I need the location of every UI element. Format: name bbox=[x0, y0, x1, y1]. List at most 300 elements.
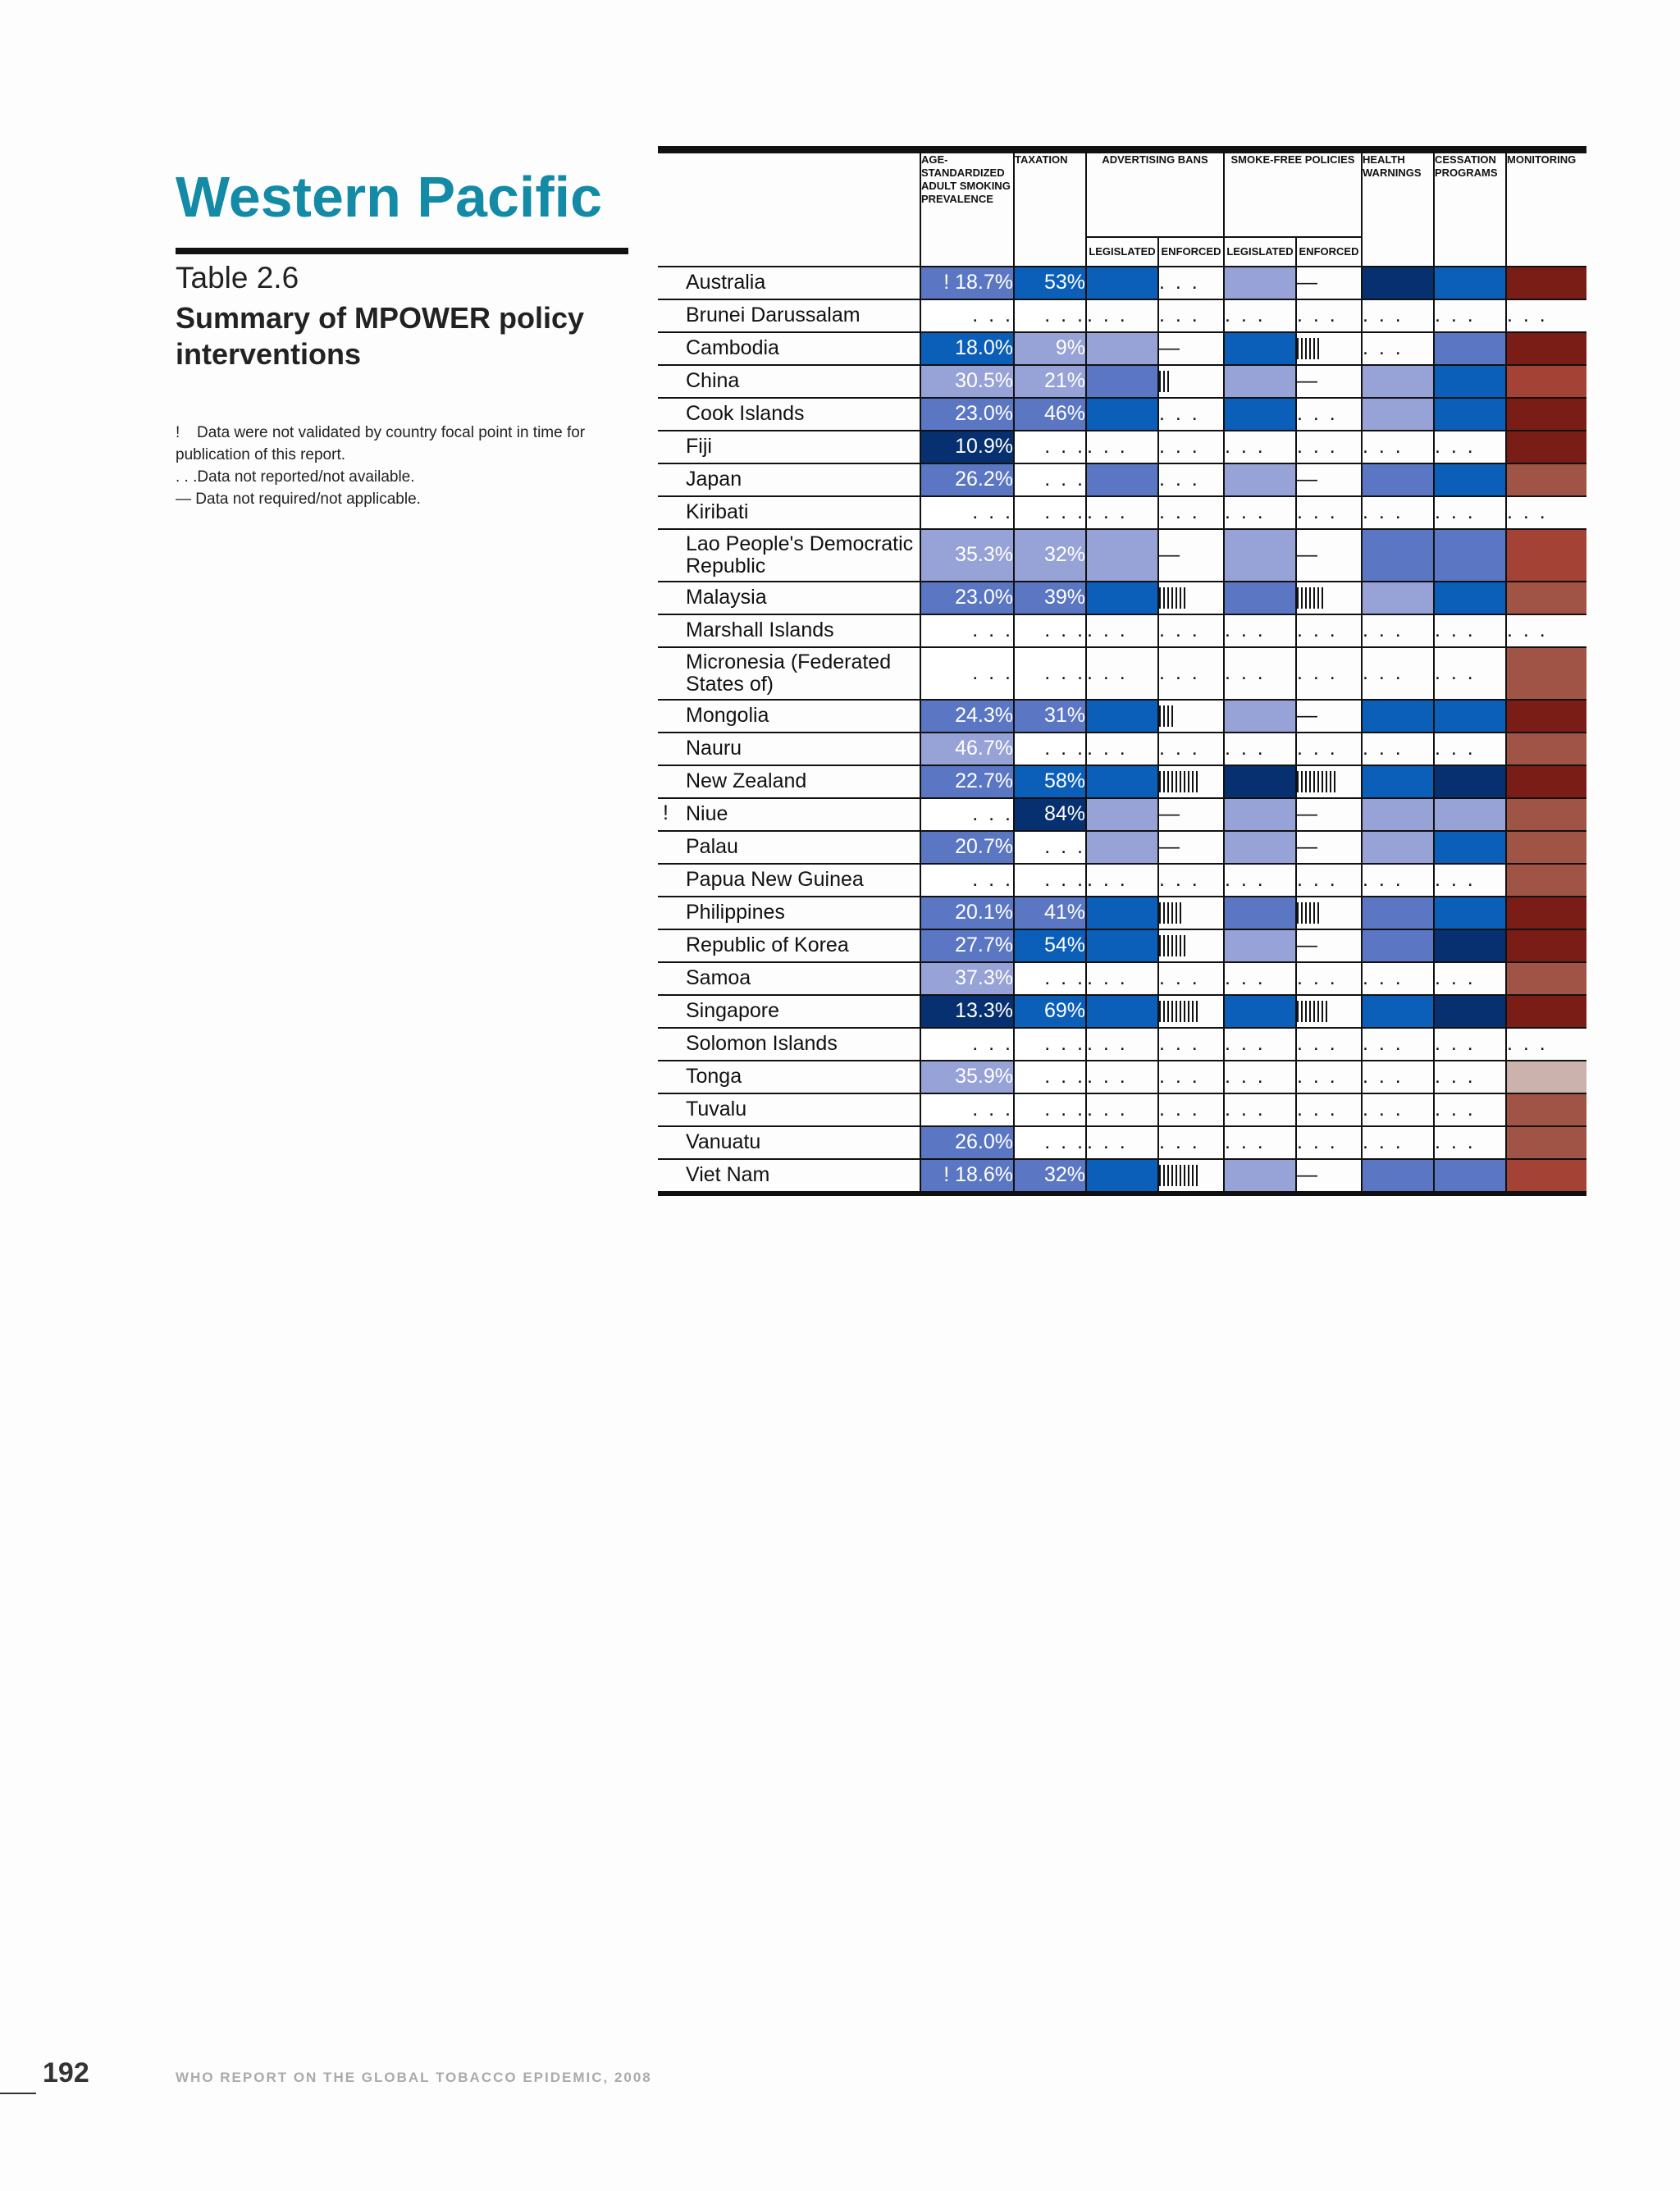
prevalence-value: 35.3% bbox=[955, 543, 1013, 566]
not-reported-mark: . . . bbox=[1435, 500, 1476, 523]
not-reported-mark: . . . bbox=[1435, 1098, 1476, 1121]
not-reported-mark: . . . bbox=[1044, 435, 1085, 458]
sf-legislated-cell bbox=[1224, 496, 1296, 529]
not-reported-mark: . . . bbox=[1435, 868, 1476, 891]
sf-legislated-cell bbox=[1224, 733, 1296, 765]
health-warnings-cell bbox=[1362, 1159, 1434, 1194]
table-row bbox=[658, 267, 1586, 299]
not-reported-mark: . . . bbox=[1225, 435, 1266, 458]
table-row bbox=[658, 962, 1586, 995]
title-rule bbox=[176, 248, 628, 254]
adv-legislated-cell bbox=[1086, 614, 1158, 647]
health-warnings-cell bbox=[1362, 299, 1434, 332]
taxation-cell bbox=[1014, 798, 1086, 831]
country-label: Nauru bbox=[686, 737, 742, 760]
prevalence-cell bbox=[920, 365, 1014, 398]
monitoring-cell bbox=[1506, 398, 1586, 431]
health-warnings-cell bbox=[1362, 1093, 1434, 1126]
adv-enforced-cell bbox=[1158, 929, 1224, 962]
header-taxation: TAXATION bbox=[1014, 150, 1086, 267]
adv-enforced-cell bbox=[1158, 798, 1224, 831]
prevalence-cell bbox=[920, 995, 1014, 1028]
health-warnings-cell bbox=[1362, 995, 1434, 1028]
sf-legislated-cell bbox=[1224, 1159, 1296, 1194]
sf-legislated-cell bbox=[1224, 1126, 1296, 1159]
adv-legislated-cell bbox=[1086, 267, 1158, 299]
enforcement-score-bars bbox=[1159, 705, 1176, 727]
sf-legislated-cell bbox=[1224, 897, 1296, 929]
taxation-cell bbox=[1014, 529, 1086, 582]
cessation-cell bbox=[1434, 897, 1506, 929]
prevalence-value: 23.0% bbox=[955, 402, 1013, 425]
health-warnings-cell bbox=[1362, 733, 1434, 765]
cessation-cell bbox=[1434, 647, 1506, 700]
cessation-cell bbox=[1434, 582, 1506, 614]
not-reported-mark: . . . bbox=[1435, 661, 1476, 684]
not-reported-mark: . . . bbox=[1159, 661, 1200, 684]
taxation-cell bbox=[1014, 582, 1086, 614]
unvalidated-flag: ! bbox=[663, 801, 669, 824]
table-row bbox=[658, 582, 1586, 614]
not-reported-mark: . . . bbox=[1159, 1065, 1200, 1088]
sf-legislated-cell bbox=[1224, 529, 1296, 582]
adv-enforced-cell bbox=[1158, 365, 1224, 398]
not-reported-mark: . . . bbox=[1044, 619, 1085, 641]
health-warnings-cell bbox=[1362, 765, 1434, 798]
cessation-cell bbox=[1434, 1028, 1506, 1061]
prevalence-value: 10.9% bbox=[955, 435, 1013, 458]
not-reported-mark: . . . bbox=[1044, 737, 1085, 760]
monitoring-cell bbox=[1506, 765, 1586, 798]
prevalence-cell bbox=[920, 431, 1014, 463]
cessation-cell bbox=[1434, 614, 1506, 647]
country-name bbox=[658, 1093, 920, 1126]
enforcement-score-bars bbox=[1297, 587, 1326, 609]
not-reported-mark: . . . bbox=[1087, 1032, 1128, 1055]
taxation-value: 58% bbox=[1043, 769, 1085, 792]
not-reported-mark: . . . bbox=[1087, 1098, 1128, 1121]
adv-enforced-cell bbox=[1158, 647, 1224, 700]
sf-legislated-cell bbox=[1224, 929, 1296, 962]
not-applicable-dash: — bbox=[1159, 543, 1180, 566]
note-not-required bbox=[176, 488, 635, 510]
header-prevalence: AGE-STANDARDIZED ADULT SMOKING PREVALENCE bbox=[920, 150, 1014, 267]
report-name: WHO REPORT ON THE GLOBAL TOBACCO EPIDEMIC, 2008 bbox=[176, 2070, 652, 2085]
taxation-cell bbox=[1014, 365, 1086, 398]
not-reported-mark: . . . bbox=[1044, 500, 1085, 523]
sf-legislated-cell bbox=[1224, 700, 1296, 733]
not-reported-mark: . . . bbox=[1044, 304, 1085, 326]
prevalence-value: 13.3% bbox=[955, 999, 1013, 1022]
monitoring-cell bbox=[1506, 431, 1586, 463]
taxation-value: 46% bbox=[1043, 402, 1085, 425]
header-health-warnings: HEALTH WARNINGS bbox=[1362, 150, 1434, 267]
prevalence-cell bbox=[920, 864, 1014, 897]
not-reported-mark: . . . bbox=[1225, 661, 1266, 684]
table-row bbox=[658, 647, 1586, 700]
not-reported-mark: . . . bbox=[1363, 435, 1404, 458]
table-body bbox=[658, 267, 1586, 1194]
monitoring-cell bbox=[1506, 582, 1586, 614]
sf-enforced-cell bbox=[1296, 1028, 1362, 1061]
not-reported-mark: . . . bbox=[1363, 661, 1404, 684]
prevalence-value: 26.0% bbox=[955, 1130, 1013, 1153]
not-reported-mark: . . . bbox=[1159, 304, 1200, 326]
enforcement-score-bars bbox=[1297, 338, 1322, 359]
sf-enforced-cell bbox=[1296, 831, 1362, 864]
cessation-cell bbox=[1434, 299, 1506, 332]
adv-legislated-cell bbox=[1086, 962, 1158, 995]
enforcement-score-bars bbox=[1159, 371, 1171, 392]
adv-legislated-cell bbox=[1086, 1126, 1158, 1159]
taxation-cell bbox=[1014, 267, 1086, 299]
not-applicable-dash: — bbox=[1297, 704, 1317, 727]
sf-enforced-cell bbox=[1296, 365, 1362, 398]
country-name bbox=[658, 582, 920, 614]
cessation-cell bbox=[1434, 1093, 1506, 1126]
not-reported-mark: . . . bbox=[972, 661, 1013, 684]
header-cessation: CESSATION PROGRAMS bbox=[1434, 150, 1506, 267]
cessation-cell bbox=[1434, 431, 1506, 463]
enforcement-score-bars bbox=[1159, 587, 1188, 609]
health-warnings-cell bbox=[1362, 529, 1434, 582]
country-name bbox=[658, 897, 920, 929]
country-label: New Zealand bbox=[686, 769, 807, 792]
taxation-cell bbox=[1014, 463, 1086, 496]
not-reported-mark: . . . bbox=[1044, 1065, 1085, 1088]
prevalence-value: 20.7% bbox=[955, 835, 1013, 858]
monitoring-cell bbox=[1506, 267, 1586, 299]
health-warnings-cell bbox=[1362, 431, 1434, 463]
enforcement-score-bars bbox=[1297, 1001, 1330, 1022]
adv-enforced-cell bbox=[1158, 1093, 1224, 1126]
adv-enforced-cell bbox=[1158, 1028, 1224, 1061]
not-reported-mark: . . . bbox=[1044, 868, 1085, 891]
health-warnings-cell bbox=[1362, 929, 1434, 962]
sf-enforced-cell bbox=[1296, 299, 1362, 332]
adv-enforced-cell bbox=[1158, 614, 1224, 647]
table-row bbox=[658, 398, 1586, 431]
adv-legislated-cell bbox=[1086, 529, 1158, 582]
sf-enforced-cell bbox=[1296, 929, 1362, 962]
not-reported-mark: . . . bbox=[1507, 1032, 1548, 1055]
sf-legislated-cell bbox=[1224, 267, 1296, 299]
taxation-cell bbox=[1014, 1093, 1086, 1126]
cessation-cell bbox=[1434, 831, 1506, 864]
monitoring-cell bbox=[1506, 897, 1586, 929]
prevalence-value: 46.7% bbox=[955, 737, 1013, 760]
prevalence-value: 27.7% bbox=[955, 933, 1013, 956]
adv-legislated-cell bbox=[1086, 1093, 1158, 1126]
not-reported-mark: . . . bbox=[1159, 1130, 1200, 1153]
adv-legislated-cell bbox=[1086, 647, 1158, 700]
not-applicable-dash: — bbox=[1159, 802, 1180, 825]
prevalence-cell bbox=[920, 1028, 1014, 1061]
not-reported-mark: . . . bbox=[1297, 1130, 1338, 1153]
not-reported-mark: . . . bbox=[972, 1098, 1013, 1121]
not-applicable-dash: — bbox=[1297, 468, 1317, 491]
country-label: Singapore bbox=[686, 999, 779, 1022]
not-reported-mark: . . . bbox=[1297, 435, 1338, 458]
not-reported-mark: . . . bbox=[1087, 619, 1128, 641]
note-symbol: — bbox=[176, 491, 191, 508]
sf-enforced-cell bbox=[1296, 1126, 1362, 1159]
adv-legislated-cell bbox=[1086, 765, 1158, 798]
country-name bbox=[658, 1126, 920, 1159]
not-reported-mark: . . . bbox=[1044, 1130, 1085, 1153]
enforcement-score-bars bbox=[1297, 771, 1338, 792]
monitoring-cell bbox=[1506, 647, 1586, 700]
adv-legislated-cell bbox=[1086, 1028, 1158, 1061]
cessation-cell bbox=[1434, 1159, 1506, 1194]
not-reported-mark: . . . bbox=[972, 304, 1013, 326]
prevalence-value: 37.3% bbox=[955, 966, 1013, 989]
table-title: Summary of MPOWER policy interventions bbox=[176, 301, 585, 371]
table-row bbox=[658, 897, 1586, 929]
not-reported-mark: . . . bbox=[1435, 1130, 1476, 1153]
not-reported-mark: . . . bbox=[1087, 966, 1128, 989]
header-advertising-bans: ADVERTISING BANS bbox=[1086, 150, 1224, 237]
prevalence-cell bbox=[920, 962, 1014, 995]
header-monitoring: MONITORING bbox=[1506, 150, 1586, 267]
country-label: Solomon Islands bbox=[686, 1032, 838, 1055]
sf-legislated-cell bbox=[1224, 995, 1296, 1028]
prevalence-value: 18.0% bbox=[955, 336, 1013, 359]
country-name bbox=[658, 463, 920, 496]
not-reported-mark: . . . bbox=[1225, 619, 1266, 641]
not-reported-mark: . . . bbox=[1044, 468, 1085, 491]
country-label: Australia bbox=[686, 271, 766, 294]
country-label: Republic of Korea bbox=[686, 933, 849, 956]
sf-enforced-cell bbox=[1296, 431, 1362, 463]
country-name bbox=[658, 831, 920, 864]
adv-legislated-cell bbox=[1086, 798, 1158, 831]
cessation-cell bbox=[1434, 365, 1506, 398]
not-applicable-dash: — bbox=[1297, 835, 1317, 858]
country-name bbox=[658, 1061, 920, 1093]
taxation-cell bbox=[1014, 614, 1086, 647]
not-reported-mark: . . . bbox=[1297, 737, 1338, 760]
not-reported-mark: . . . bbox=[1225, 1065, 1266, 1088]
health-warnings-cell bbox=[1362, 897, 1434, 929]
prevalence-cell bbox=[920, 463, 1014, 496]
health-warnings-cell bbox=[1362, 1028, 1434, 1061]
adv-legislated-cell bbox=[1086, 1159, 1158, 1194]
health-warnings-cell bbox=[1362, 864, 1434, 897]
sf-legislated-cell bbox=[1224, 332, 1296, 365]
note-text: Data not required/not applicable. bbox=[195, 491, 421, 508]
table-row bbox=[658, 995, 1586, 1028]
not-reported-mark: . . . bbox=[1363, 1032, 1404, 1055]
not-reported-mark: . . . bbox=[972, 619, 1013, 641]
not-reported-mark: . . . bbox=[972, 500, 1013, 523]
country-name bbox=[658, 864, 920, 897]
cessation-cell bbox=[1434, 332, 1506, 365]
not-reported-mark: . . . bbox=[1363, 500, 1404, 523]
adv-legislated-cell bbox=[1086, 995, 1158, 1028]
adv-legislated-cell bbox=[1086, 431, 1158, 463]
table-row bbox=[658, 929, 1586, 962]
not-reported-mark: . . . bbox=[1159, 737, 1200, 760]
prevalence-value: 35.9% bbox=[955, 1065, 1013, 1088]
health-warnings-cell bbox=[1362, 831, 1434, 864]
not-reported-mark: . . . bbox=[1225, 1032, 1266, 1055]
table-row bbox=[658, 700, 1586, 733]
taxation-value: 9% bbox=[1055, 336, 1085, 359]
adv-legislated-cell bbox=[1086, 582, 1158, 614]
country-name bbox=[658, 798, 920, 831]
sf-enforced-cell bbox=[1296, 529, 1362, 582]
taxation-cell bbox=[1014, 496, 1086, 529]
not-reported-mark: . . . bbox=[1225, 737, 1266, 760]
country-label: Kiribati bbox=[686, 500, 749, 523]
taxation-value: 32% bbox=[1043, 1163, 1085, 1186]
not-reported-mark: . . . bbox=[1435, 619, 1476, 641]
prevalence-value: ! 18.7% bbox=[943, 271, 1013, 294]
prevalence-cell bbox=[920, 765, 1014, 798]
taxation-cell bbox=[1014, 431, 1086, 463]
not-reported-mark: . . . bbox=[1225, 500, 1266, 523]
adv-enforced-cell bbox=[1158, 332, 1224, 365]
taxation-cell bbox=[1014, 733, 1086, 765]
not-applicable-dash: — bbox=[1297, 543, 1317, 566]
cessation-cell bbox=[1434, 529, 1506, 582]
not-reported-mark: . . . bbox=[1435, 966, 1476, 989]
notes bbox=[176, 422, 635, 510]
country-label: Papua New Guinea bbox=[686, 868, 864, 891]
sf-legislated-cell bbox=[1224, 365, 1296, 398]
health-warnings-cell bbox=[1362, 700, 1434, 733]
table-row bbox=[658, 614, 1586, 647]
country-label: Cook Islands bbox=[686, 402, 805, 425]
not-reported-mark: . . . bbox=[1159, 868, 1200, 891]
monitoring-cell bbox=[1506, 1061, 1586, 1093]
health-warnings-cell bbox=[1362, 398, 1434, 431]
country-name bbox=[658, 962, 920, 995]
monitoring-cell bbox=[1506, 332, 1586, 365]
country-label: Tonga bbox=[686, 1065, 742, 1088]
not-reported-mark: . . . bbox=[1225, 304, 1266, 326]
monitoring-cell bbox=[1506, 1028, 1586, 1061]
sf-enforced-cell bbox=[1296, 897, 1362, 929]
adv-enforced-cell bbox=[1158, 398, 1224, 431]
sf-enforced-cell bbox=[1296, 614, 1362, 647]
sf-enforced-cell bbox=[1296, 398, 1362, 431]
cessation-cell bbox=[1434, 962, 1506, 995]
adv-legislated-cell bbox=[1086, 700, 1158, 733]
sf-legislated-cell bbox=[1224, 431, 1296, 463]
monitoring-cell bbox=[1506, 496, 1586, 529]
not-reported-mark: . . . bbox=[1087, 500, 1128, 523]
country-name bbox=[658, 700, 920, 733]
not-reported-mark: . . . bbox=[1087, 304, 1128, 326]
sf-enforced-cell bbox=[1296, 798, 1362, 831]
not-reported-mark: . . . bbox=[1435, 1065, 1476, 1088]
country-label: Marshall Islands bbox=[686, 619, 834, 641]
monitoring-cell bbox=[1506, 1093, 1586, 1126]
adv-enforced-cell bbox=[1158, 1126, 1224, 1159]
not-applicable-dash: — bbox=[1159, 835, 1180, 858]
enforcement-score-bars bbox=[1297, 902, 1322, 924]
not-reported-mark: . . . bbox=[1435, 304, 1476, 326]
not-reported-mark: . . . bbox=[1363, 619, 1404, 641]
adv-legislated-cell bbox=[1086, 733, 1158, 765]
adv-enforced-cell bbox=[1158, 831, 1224, 864]
adv-legislated-cell bbox=[1086, 332, 1158, 365]
monitoring-cell bbox=[1506, 614, 1586, 647]
prevalence-cell bbox=[920, 267, 1014, 299]
sf-enforced-cell bbox=[1296, 1159, 1362, 1194]
not-reported-mark: . . . bbox=[1087, 868, 1128, 891]
table-row bbox=[658, 431, 1586, 463]
monitoring-cell bbox=[1506, 529, 1586, 582]
note-symbol: . . . bbox=[176, 468, 198, 486]
not-applicable-dash: — bbox=[1297, 802, 1317, 825]
not-reported-mark: . . . bbox=[1087, 737, 1128, 760]
not-reported-mark: . . . bbox=[1297, 868, 1338, 891]
health-warnings-cell bbox=[1362, 332, 1434, 365]
country-name bbox=[658, 267, 920, 299]
taxation-cell bbox=[1014, 332, 1086, 365]
cessation-cell bbox=[1434, 733, 1506, 765]
not-reported-mark: . . . bbox=[1297, 402, 1338, 425]
taxation-cell bbox=[1014, 647, 1086, 700]
header-adv-enforced: ENFORCED bbox=[1158, 237, 1224, 267]
prevalence-cell bbox=[920, 496, 1014, 529]
not-reported-mark: . . . bbox=[1297, 1032, 1338, 1055]
adv-legislated-cell bbox=[1086, 897, 1158, 929]
not-reported-mark: . . . bbox=[1297, 619, 1338, 641]
taxation-cell bbox=[1014, 962, 1086, 995]
sf-legislated-cell bbox=[1224, 1028, 1296, 1061]
monitoring-cell bbox=[1506, 365, 1586, 398]
health-warnings-cell bbox=[1362, 962, 1434, 995]
cessation-cell bbox=[1434, 995, 1506, 1028]
prevalence-cell bbox=[920, 647, 1014, 700]
sf-enforced-cell bbox=[1296, 995, 1362, 1028]
cessation-cell bbox=[1434, 700, 1506, 733]
not-reported-mark: . . . bbox=[1159, 402, 1200, 425]
header-blank-sub bbox=[658, 237, 920, 267]
table-row bbox=[658, 365, 1586, 398]
health-warnings-cell bbox=[1362, 1061, 1434, 1093]
adv-enforced-cell bbox=[1158, 995, 1224, 1028]
prevalence-value: ! 18.6% bbox=[943, 1163, 1013, 1186]
sf-enforced-cell bbox=[1296, 496, 1362, 529]
enforcement-score-bars bbox=[1159, 935, 1188, 956]
adv-legislated-cell bbox=[1086, 398, 1158, 431]
taxation-cell bbox=[1014, 765, 1086, 798]
adv-enforced-cell bbox=[1158, 864, 1224, 897]
monitoring-cell bbox=[1506, 995, 1586, 1028]
note-symbol: ! bbox=[176, 424, 180, 441]
sf-enforced-cell bbox=[1296, 864, 1362, 897]
taxation-cell bbox=[1014, 864, 1086, 897]
health-warnings-cell bbox=[1362, 1126, 1434, 1159]
not-applicable-dash: — bbox=[1297, 1163, 1317, 1186]
not-reported-mark: . . . bbox=[1507, 500, 1548, 523]
country-label: Brunei Darussalam bbox=[686, 304, 861, 326]
country-label: Samoa bbox=[686, 966, 751, 989]
not-reported-mark: . . . bbox=[1297, 500, 1338, 523]
sf-legislated-cell bbox=[1224, 962, 1296, 995]
table-row bbox=[658, 332, 1586, 365]
cessation-cell bbox=[1434, 798, 1506, 831]
header-adv-legislated: LEGISLATED bbox=[1086, 237, 1158, 267]
prevalence-value: 20.1% bbox=[955, 901, 1013, 924]
footer-rule bbox=[0, 2093, 36, 2094]
not-applicable-dash: — bbox=[1297, 933, 1317, 956]
